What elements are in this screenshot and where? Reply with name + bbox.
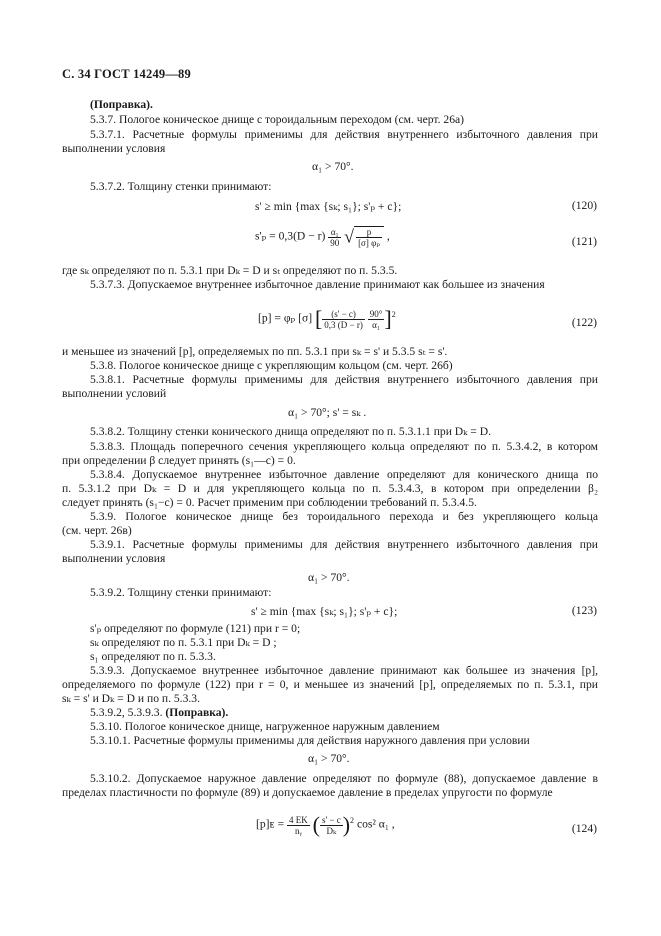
paragraph-line: 5.3.10.2. Допускаемое наружное давление определяют по формуле (88), допускаемое давление в [90, 772, 598, 785]
paragraph-line: sₖ определяют по п. 5.3.1 при Dₖ = D ; [90, 636, 277, 649]
section-5-3-9-title: 5.3.9. Пологое коническое днище без тороидального перехода и без укрепляющего кольца [90, 510, 598, 523]
paragraph-line: sₖ = s' и Dₖ = D и по п. 5.3.3. [62, 692, 200, 705]
paragraph-line: следует принять (s₁−c) = 0. Расчет применим при соблюдении требований п. 5.3.4.5. [62, 496, 477, 509]
formula-122-fraction-1 [322, 309, 365, 330]
correction-note: (Поправка). [90, 98, 153, 111]
condition-formula: α₁ > 70°; s' = sₖ . [288, 406, 367, 419]
formula-122 [258, 306, 396, 332]
formula-124-lhs: [p]ᴇ = [256, 817, 285, 831]
formula-124-tail: cos² α₁ , [356, 817, 395, 831]
paragraph-line: 5.3.9.3. Допускаемое внутреннее избыточное давление принимают как большее из значения [p], [90, 664, 598, 677]
paragraph-line: 5.3.7.1. Расчетные формулы применимы для действия внутреннего избыточного давления при [90, 128, 598, 141]
formula-124 [256, 812, 395, 838]
equation-number-122: (122) [571, 316, 597, 329]
correction-label: (Поправка). [165, 706, 229, 719]
paragraph-line: 5.3.8.4. Допускаемое внутреннее избыточное давление определяют для конического днища по [90, 468, 598, 481]
fraction-numerator: p [356, 227, 382, 238]
fraction-numerator: 4 EK [289, 814, 308, 825]
paragraph-line: 5.3.7.3. Допускаемое внутреннее избыточное давление принимают как большее из значения [90, 278, 545, 291]
paragraph-line: 5.3.8.3. Площадь поперечного сечения укрепляющего кольца определяют по п. 5.3.4.2, в котором [90, 440, 598, 453]
fraction-denominator: 90 [330, 237, 340, 248]
paragraph-line: п. 5.3.1.2 при Dₖ = D и для укрепляющего кольца по п. 5.3.4.3, в котором при определении β₂ [62, 482, 598, 495]
formula-124-fraction-1 [287, 815, 310, 836]
formula-124-power: 2 [350, 815, 355, 825]
fraction-numerator: (s' − c) [322, 309, 365, 320]
fraction-denominator: [σ] φₚ [358, 238, 380, 248]
formula-120: s' ≥ min {max {sₖ; s₁}; s'ₚ + c}; [255, 200, 402, 213]
paragraph-line: выполнении условия [62, 142, 166, 155]
section-5-3-8-title: 5.3.8. Пологое коническое днище с укрепляющим кольцом (см. черт. 26б) [90, 359, 453, 372]
bracket-open: [ [314, 306, 323, 331]
paren-close: ) [342, 812, 351, 837]
paragraph-line: (см. черт. 26в) [62, 524, 132, 537]
paragraph-line: выполнении условия [62, 552, 166, 565]
paragraph-line: 5.3.8.1. Расчетные формулы применимы для действия внутреннего избыточного давления при [90, 373, 598, 386]
fraction-denominator: nᵧ [294, 825, 302, 836]
fraction-denominator: Dₖ [326, 825, 337, 836]
fraction-denominator: 0,3 (D − r) [324, 319, 363, 330]
section-5-3-7-title: 5.3.7. Пологое коническое днище с тороидальным переходом (см. черт. 26а) [90, 113, 465, 126]
fraction-denominator: α₁ [372, 319, 381, 330]
formula-123: s' ≥ min {max {sₖ; s₁}; s'ₚ + c}; [251, 605, 398, 618]
formula-121-fraction [328, 227, 341, 248]
sqrt-fraction [356, 227, 382, 248]
formula-122-power: 2 [391, 309, 396, 319]
equation-number-124: (124) [571, 822, 597, 835]
paragraph-line: s₁ определяют по п. 5.3.3. [90, 650, 216, 663]
paren-open: ( [312, 812, 320, 837]
correction-note [90, 706, 228, 720]
paragraph-line: где sₖ определяют по п. 5.3.1 при Dₖ = D и sₜ определяют по п. 5.3.5. [62, 264, 398, 277]
paragraph-line: при определении β следует принять (s₁—c) = 0. [62, 454, 296, 467]
paragraph-line: s'ₚ определяют по формуле (121) при r = 0; [90, 622, 301, 635]
paragraph-line: 5.3.9.1. Расчетные формулы применимы для действия внутреннего избыточного давления при [90, 538, 598, 551]
paragraph-line: и меньшее из значений [p], определяемых по пп. 5.3.1 при sₖ = s' и 5.3.5 sₜ = s'. [62, 345, 448, 358]
paragraph-line: 5.3.8.2. Толщину стенки конического днища определяют по п. 5.3.1.1 при Dₖ = D. [90, 425, 492, 438]
paragraph-line: 5.3.7.2. Толщину стенки принимают: [90, 180, 272, 193]
formula-122-fraction-2 [368, 309, 385, 330]
sqrt-radicand [354, 226, 384, 248]
fraction-numerator: α₁ [328, 227, 341, 238]
fraction-numerator: 90° [369, 308, 383, 319]
page-header: С. 34 ГОСТ 14249—89 [62, 67, 191, 81]
paragraph-line: пределах пластичности по формуле (89) и допускаемое давление в пределах упругости по формуле [62, 786, 553, 799]
condition-formula: α₁ > 70°. [308, 752, 350, 765]
paragraph-line: выполнении условий [62, 387, 167, 400]
paragraph-line: 5.3.9.2. Толщину стенки принимают: [90, 586, 272, 599]
condition-formula: α₁ > 70°. [312, 160, 354, 173]
formula-122-lhs: [p] = φₚ [σ] [258, 311, 313, 325]
formula-121 [255, 226, 390, 248]
equation-number-120: (120) [571, 199, 597, 212]
formula-124-fraction-2 [320, 815, 343, 836]
bracket-close: ] [384, 306, 392, 331]
equation-number-121: (121) [571, 235, 597, 248]
fraction-numerator: s' − c [322, 814, 341, 825]
equation-number-123: (123) [571, 604, 597, 617]
sqrt-sign: √ [344, 226, 355, 247]
paragraph-line: 5.3.10.1. Расчетные формулы применимы для действия наружного давления при условии [90, 734, 530, 747]
formula-121-lhs: s'ₚ = 0,3(D − r) [255, 229, 326, 243]
paragraph-line: определяемого по формуле (122) при r = 0, и меньшее из значений [p], определяемых по п. 5.3.1, при [62, 678, 598, 691]
section-5-3-10-title: 5.3.10. Пологое коническое днище, нагруженное наружным давлением [90, 720, 440, 733]
condition-formula: α₁ > 70°. [308, 571, 350, 584]
formula-121-tail: , [386, 229, 390, 243]
correction-sections: 5.3.9.2, 5.3.9.3. [90, 706, 163, 719]
